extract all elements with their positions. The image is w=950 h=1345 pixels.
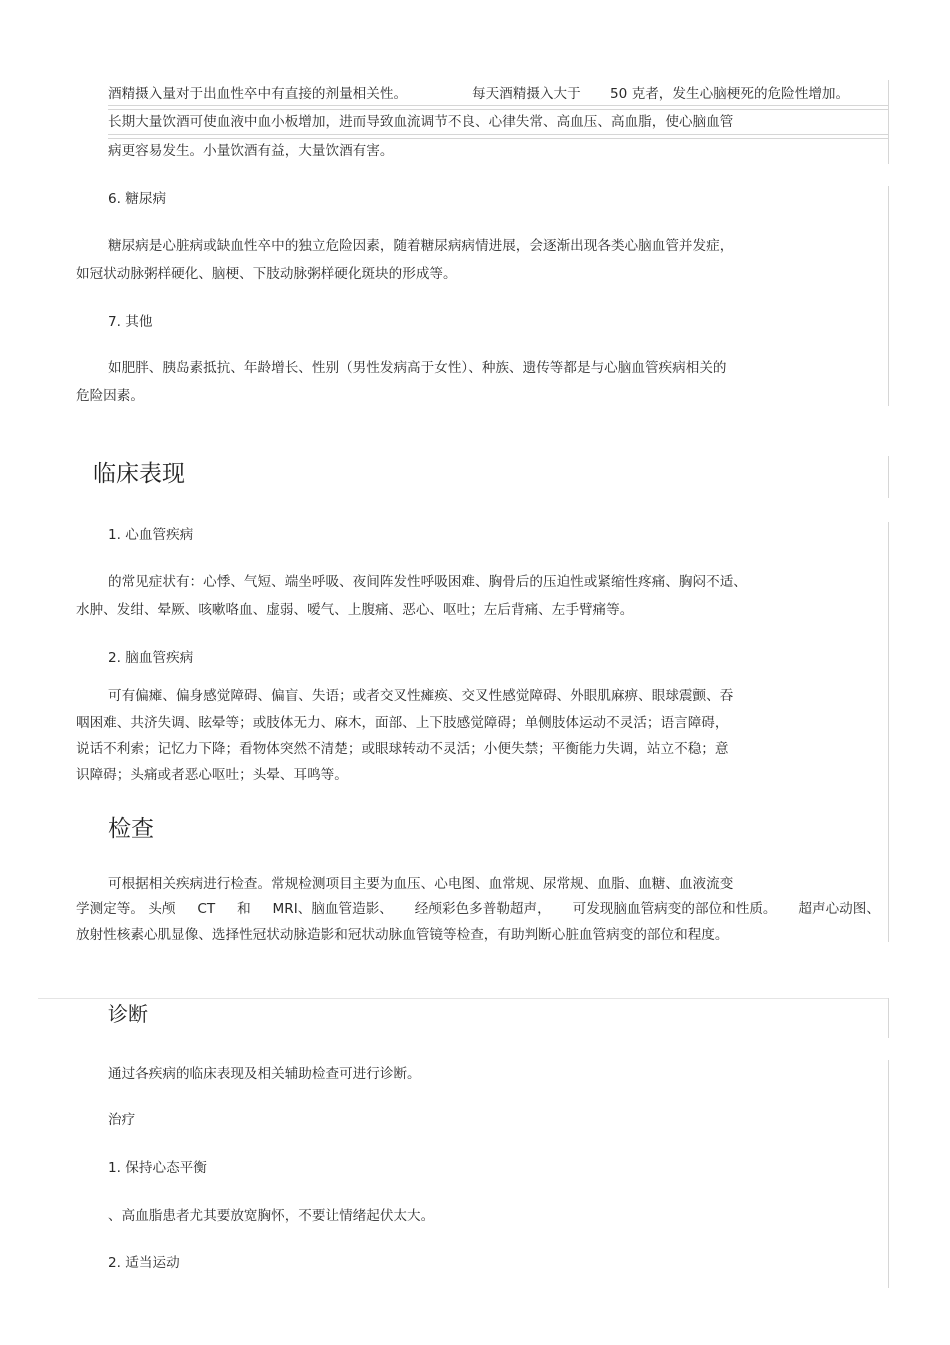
exam-title: 检查 (108, 816, 154, 842)
alcohol-line-1c: 50 克者，发生心脑梗死的危险性增加。 (610, 86, 850, 102)
exam-line-2-part-d: MRI、脑血管造影、 (272, 901, 393, 917)
treatment-item-1-heading: 1. 保持心态平衡 (108, 1160, 207, 1176)
exam-line-2-part-a: 学测定等。 头颅 (76, 901, 176, 917)
clinical-title: 临床表现 (93, 461, 185, 487)
table-rule-2 (108, 109, 889, 110)
exam-line-2-part-e: 经颅彩色多普勒超声， (414, 901, 551, 917)
exam-line-2-part-c: 和 (237, 901, 251, 917)
alcohol-line-1b: 每天酒精摄入大于 (472, 86, 581, 102)
top-table-right-border (888, 80, 889, 164)
exam-line-3: 放射性核素心肌显像、选择性冠状动脉造影和冠状动脉血管镜等检查，有助判断心脏血管病变的部位和程度。 (76, 927, 729, 943)
table-rule-4 (108, 138, 889, 139)
alcohol-line-1a: 酒精摄入量对于出血性卒中有直接的剂量相关性。 (108, 86, 408, 102)
treatment-item-2-heading: 2. 适当运动 (108, 1255, 180, 1271)
margin-line-4 (888, 998, 889, 1038)
exam-line-2-part-b: CT (197, 901, 216, 917)
other-heading: 7. 其他 (108, 314, 153, 330)
section-divider (38, 998, 888, 999)
cardio-line-2: 水肿、发绀、晕厥、咳嗽咯血、虚弱、嗳气、上腹痛、恶心、呕吐；左后背痛、左手臂痛等。 (76, 602, 634, 618)
alcohol-line-2: 长期大量饮酒可使血液中血小板增加，进而导致血流调节不良、心律失常、高血压、高血脂，使心脑血管 (108, 114, 734, 130)
exam-line-2-part-g: 超声心动图、 (798, 901, 880, 917)
treatment-title: 治疗 (108, 1112, 136, 1128)
cerebro-heading: 2. 脑血管疾病 (108, 650, 194, 666)
exam-line-1: 可根据相关疾病进行检查。常规检测项目主要为血压、心电图、血常规、尿常规、血脂、血糖、血液流变 (108, 876, 734, 892)
cardio-line-1: 的常见症状有：心悸、气短、端坐呼吸、夜间阵发性呼吸困难、胸骨后的压迫性或紧缩性疼痛、胸闷不适、 (108, 574, 747, 590)
other-line-1: 如肥胖、胰岛素抵抗、年龄增长、性别（男性发病高于女性）、种族、遗传等都是与心脑血管疾病相关的 (108, 360, 727, 376)
diabetes-line-1: 糖尿病是心脏病或缺血性卒中的独立危险因素，随着糖尿病病情进展，会逐渐出现各类心脑血管并发症， (108, 238, 734, 254)
cerebro-line-1: 可有偏瘫、偏身感觉障碍、偏盲、失语；或者交叉性瘫痪、交叉性感觉障碍、外眼肌麻痹、眼球震颤、吞 (108, 688, 734, 704)
margin-line-5 (888, 1060, 889, 1288)
diabetes-line-2: 如冠状动脉粥样硬化、脑梗、下肢动脉粥样硬化斑块的形成等。 (76, 266, 457, 282)
exam-line-2-part-f: 可发现脑血管病变的部位和性质。 (572, 901, 777, 917)
margin-line-1 (888, 186, 889, 406)
margin-line-3 (888, 522, 889, 942)
table-rule-1 (108, 105, 889, 106)
diagnosis-line-1: 通过各疾病的临床表现及相关辅助检查可进行诊断。 (108, 1066, 421, 1082)
table-rule-3 (108, 134, 889, 135)
cerebro-line-2: 咽困难、共济失调、眩晕等；或肢体无力、麻木，面部、上下肢感觉障碍；单侧肢体运动不灵活；语言障碍， (76, 715, 729, 731)
cerebro-line-4: 识障碍；头痛或者恶心呕吐；头晕、耳鸣等。 (76, 767, 348, 783)
alcohol-line-3: 病更容易发生。小量饮酒有益，大量饮酒有害。 (108, 143, 394, 159)
cerebro-line-3: 说话不利索；记忆力下降；看物体突然不清楚；或眼球转动不灵活；小便失禁；平衡能力失调，站立不稳；意 (76, 741, 729, 757)
other-line-2: 危险因素。 (76, 388, 144, 404)
treatment-item-1-text: 、高血脂患者尤其要放宽胸怀，不要让情绪起伏太大。 (108, 1208, 435, 1224)
margin-line-2 (888, 456, 889, 498)
exam-line-2 (76, 899, 880, 919)
cardio-heading: 1. 心血管疾病 (108, 527, 194, 543)
diagnosis-title: 诊断 (108, 1002, 148, 1026)
diabetes-heading: 6. 糖尿病 (108, 191, 167, 207)
